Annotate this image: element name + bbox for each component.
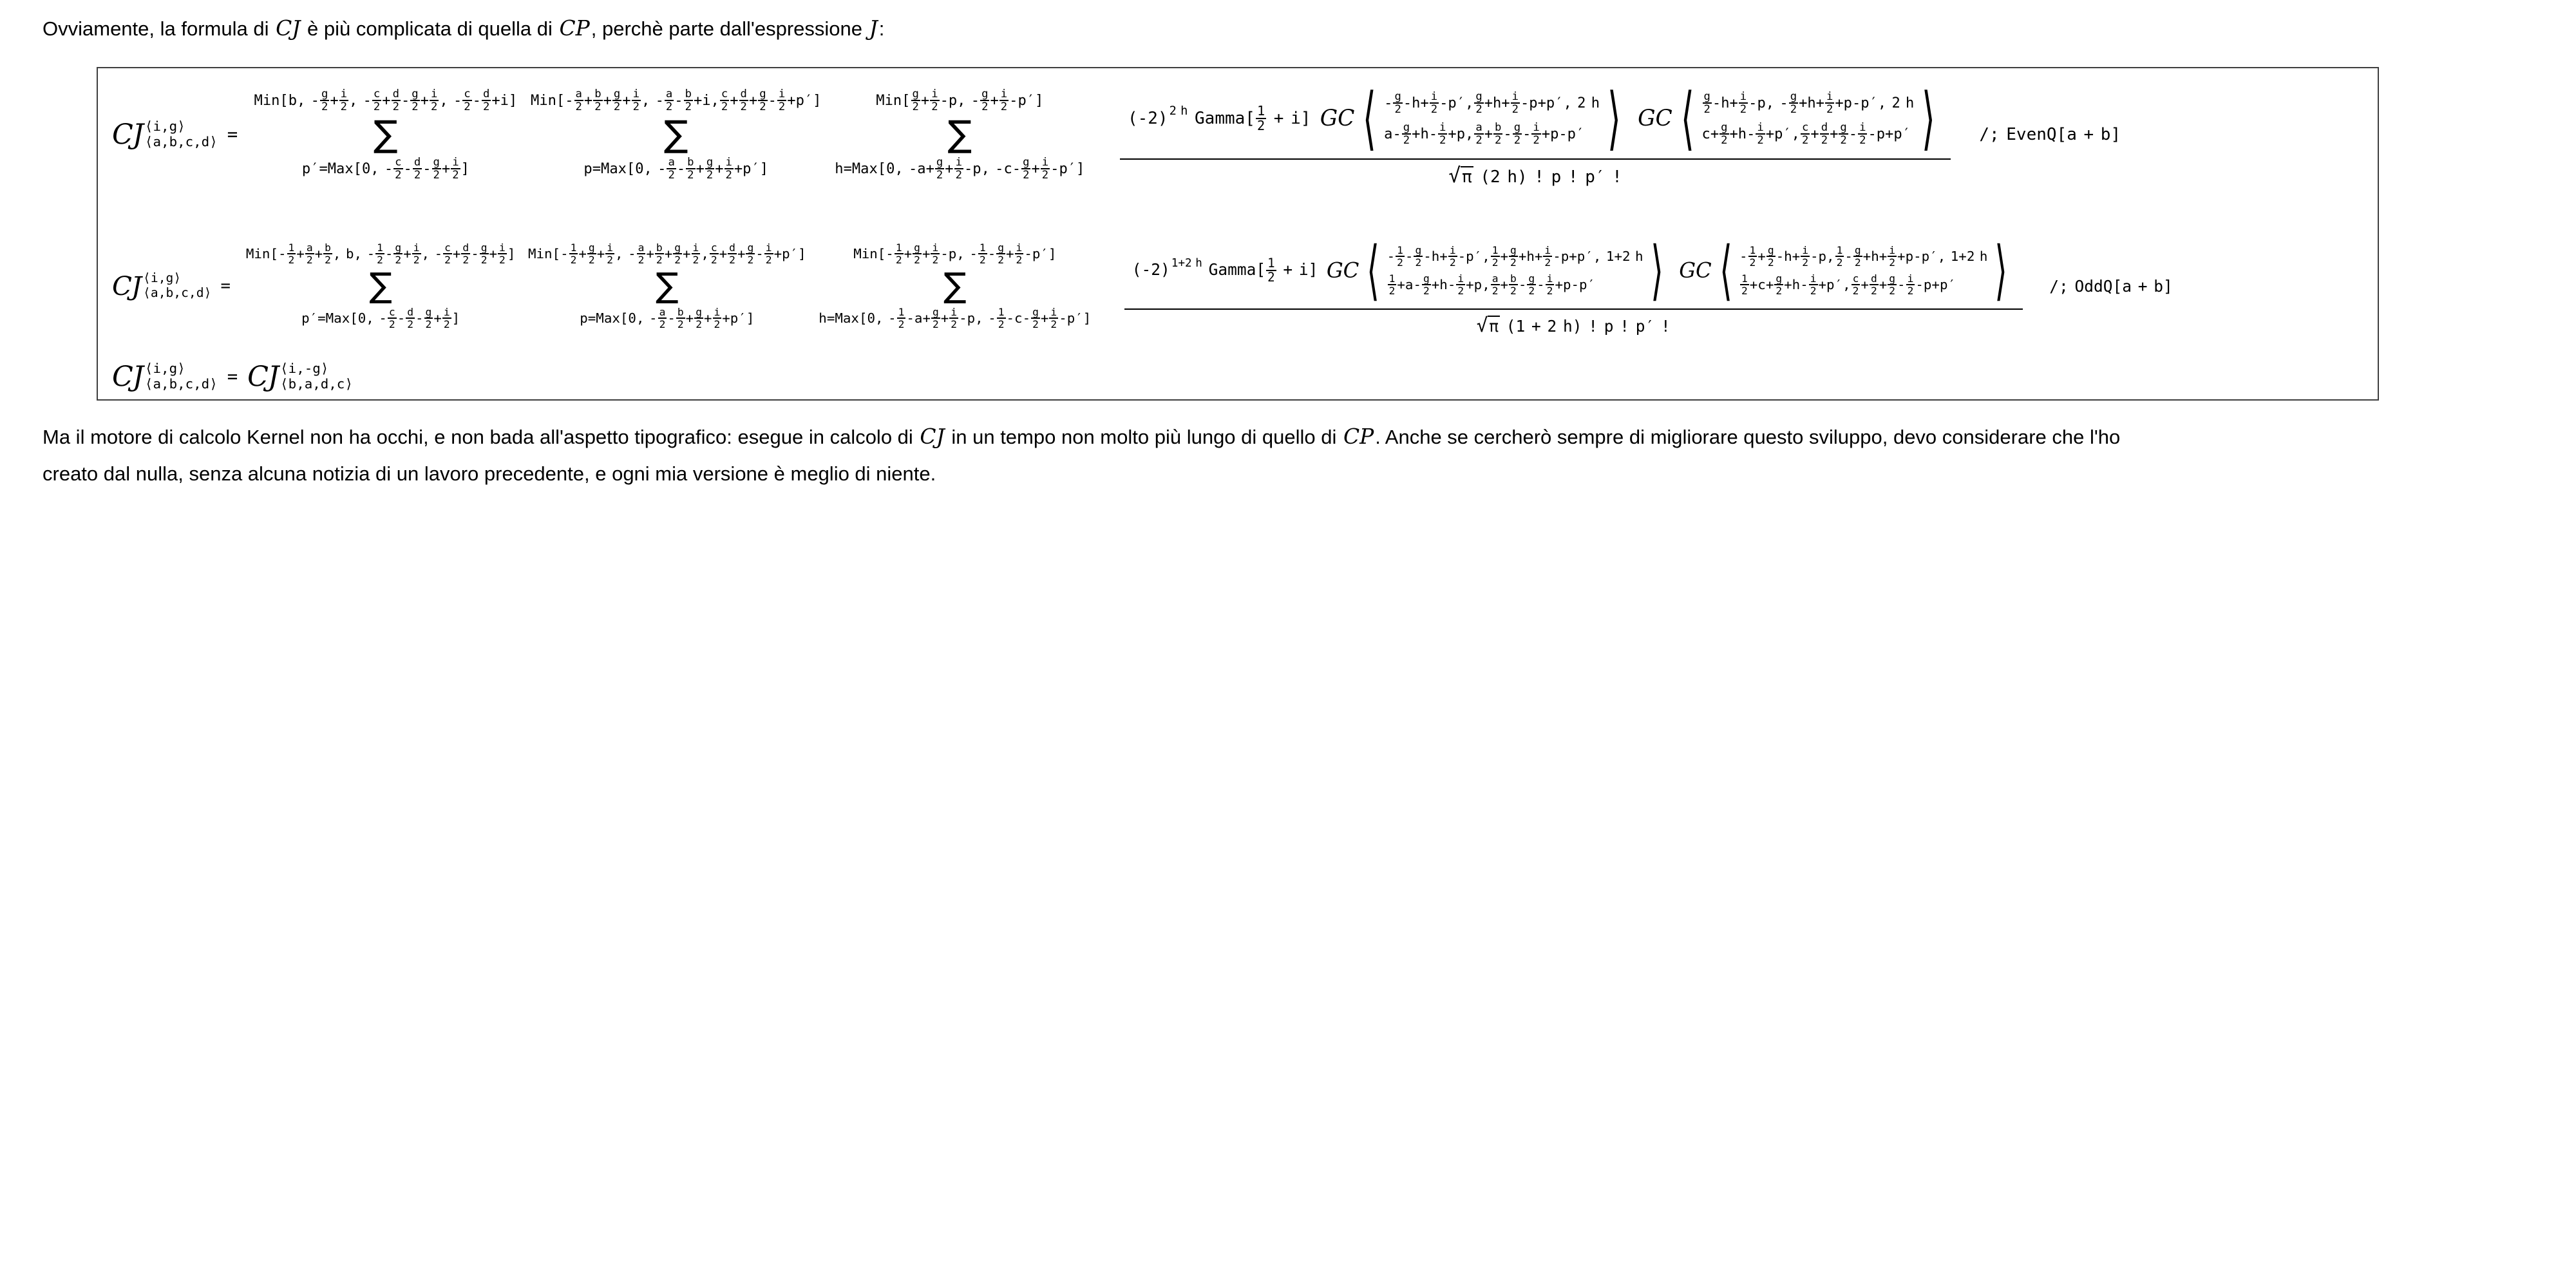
fraction: i 2 [1457,272,1464,298]
fraction: i 2 [692,241,699,267]
fraction: i 2 [1533,120,1540,147]
fraction: d 2 [729,241,735,267]
fraction: c 2 [373,87,381,114]
fraction: g 2 [1889,272,1896,298]
gc-script-name: GC [1326,258,1359,283]
fraction: a 2 [306,241,313,267]
fraction: c 2 [444,241,451,267]
fraction: b 2 [677,305,684,330]
fraction-prefix: (-2) $^{1+2 h}$ Gamma[ $\frac{1}{2}$ + i] [1132,255,1318,285]
fraction: g 2 [1776,272,1783,298]
fraction: i 2 [1449,243,1456,269]
fraction: d 2 [413,155,421,182]
sum-lower-limit: h=Max[0, - 1 2 -a+ g 2 + i 2 -p, - 1 2 -c- g 2 + i 2 -p′] [819,305,1092,330]
formula-fraction [1120,78,1951,188]
script-letter: CJ [276,15,301,41]
fraction: c 2 [388,305,395,330]
gc-symbol [1679,232,2014,308]
sum-upper-limit: Min[ g 2 + i 2 -p, - g 2 + i 2 -p′] [876,87,1044,114]
sqrt-icon: √ [1476,314,1488,337]
fraction: i 2 [1889,243,1896,269]
gc-script-name: GC [1638,106,1672,131]
gc-symbol [1326,232,1671,308]
fraction: i 2 [430,87,438,114]
fraction-prefix: (-2) $^{2 h}$ Gamma[ $\frac{1}{2}$ + i] [1127,102,1311,133]
intro-paragraph: Ovviamente, la formula di CJ è più complicata di quella di CP, perchè parte dall'espressione J: [43,15,885,41]
fraction: a 2 [638,241,645,267]
cj-superscript: ⟨i,-g⟩ [280,361,329,377]
fraction: g 2 [747,241,754,267]
sum-lower-limit: p=Max[0, - a 2 - b 2 + g 2 + i 2 +p′] [580,305,755,330]
summation [819,238,1091,334]
fraction: 1 2 [895,241,902,267]
sum-lower-limit: p′=Max[0, - c 2 - d 2 - g 2 + i 2 ] [301,155,469,182]
gc-script-name: GC [1320,106,1355,131]
fraction: g 2 [1415,243,1422,269]
fraction: g 2 [936,155,943,182]
fraction: 1 2 [377,241,383,267]
fraction: d 2 [392,87,399,114]
formula-row-oddq [112,223,2173,349]
fraction: i 2 [1041,155,1049,182]
fraction: 1 2 [1492,243,1499,269]
sum-sigma-icon: ∑ [374,113,398,156]
fraction: i 2 [1430,90,1438,117]
sum-sigma-icon: ∑ [369,265,392,305]
sum-upper-limit: Min[- a 2 + b 2 + g 2 + i 2 , - a 2 - b 2 +i, c 2 + d 2 + g 2 - i 2 +p′] [531,87,822,114]
fraction: d 2 [1870,272,1877,298]
gc-symbol [1320,78,1629,158]
fraction: a 2 [668,155,675,182]
cj-subscript: ⟨a,b,c,d⟩ [145,376,218,392]
fraction: i 2 [725,155,732,182]
cj-script-name: CJ [112,360,144,393]
sum-lower-limit: p=Max[0, - a 2 - b 2 + g 2 + i 2 +p′] [583,155,769,182]
summation [528,238,806,334]
cj-subscript: ⟨b,a,d,c⟩ [280,376,353,392]
fraction: g 2 [1790,90,1797,117]
fraction: g 2 [1394,90,1401,117]
fraction: g 2 [425,305,432,330]
fraction: i 2 [413,241,420,267]
fraction: d 2 [740,87,747,114]
fraction: i 2 [1810,272,1817,298]
formula-row-evenq [112,75,2121,194]
gc-bottom-row: c+ g 2 +h- i 2 +p′, c 2 + d 2 + g 2 - i 2 -p+p′ [1701,120,1911,147]
fraction: b 2 [1510,272,1517,298]
fraction: g 2 [706,155,714,182]
fraction: 1 2 [998,305,1005,330]
cj-script-name: CJ [112,270,142,301]
cj-superscript: ⟨i,g⟩ [145,118,185,135]
fraction: 1 2 [1388,272,1396,298]
summation [835,84,1084,185]
fraction: d 2 [462,241,469,267]
fraction: b 2 [687,155,694,182]
fraction: i 2 [1826,90,1833,117]
fraction: g 2 [588,241,595,267]
outro-paragraph-line2: creato dal nulla, senza alcuna notizia di un lavoro precedente, e ogni mia versione è meglio di niente. [43,462,936,485]
fraction: 1 2 [1397,243,1403,269]
script-letter: J [869,15,878,41]
fraction: c 2 [464,87,471,114]
script-letter: CP [559,15,590,41]
fraction: b 2 [685,87,692,114]
fraction: g 2 [395,241,402,267]
fraction: i 2 [1016,241,1023,267]
fraction: i 2 [931,87,938,114]
cj-symbol [112,361,218,392]
fraction: i 2 [1439,120,1446,147]
gc-top-row: - g 2 -h+ i 2 -p′, g 2 +h+ i 2 -p+p′, 2 h [1384,90,1600,117]
fraction: g 2 [1510,243,1517,269]
angle-bracket-right-icon: ⟩ [1994,232,2008,308]
cj-symbol [112,119,218,150]
equals-sign: = [220,276,231,296]
formula-box [97,67,2379,401]
fraction-denominator: √π (2 h) ! p ! p′ ! [1448,164,1622,188]
fraction: i 2 [1859,120,1866,147]
gc-top-row: g 2 -h+ i 2 -p, - g 2 +h+ i 2 +p-p′, 2 h [1703,90,1915,117]
fraction: 1 2 [979,241,986,267]
fraction: i 2 [1000,87,1008,114]
fraction: a 2 [665,87,673,114]
cj-subscript: ⟨a,b,c,d⟩ [145,134,218,149]
fraction: g 2 [998,241,1004,267]
fraction: i 2 [932,241,939,267]
fraction: c 2 [1802,120,1809,147]
fraction: g 2 [1423,272,1430,298]
fraction-numerator [1124,232,2023,310]
formula-fraction [1124,232,2023,337]
fraction: i 2 [1050,305,1057,330]
fraction: g 2 [1513,120,1521,147]
fraction: g 2 [412,87,419,114]
fraction: g 2 [1528,272,1535,298]
angle-bracket-right-icon: ⟩ [1922,78,1936,158]
summation [254,84,518,185]
superscript: 1+2 h [1171,257,1202,270]
fraction: g 2 [981,87,989,114]
gc-symbol [1638,78,1943,158]
sum-upper-limit: Min[b, - g 2 + i 2 , - c 2 + d 2 - g 2 + i 2 , - c 2 - d 2 +i] [254,87,518,114]
fraction: 1 2 [570,241,577,267]
fraction: g 2 [1767,243,1774,269]
fraction: c 2 [710,241,717,267]
pi-symbol: π [1489,317,1499,336]
cj-symbol [112,271,211,300]
fraction: i 2 [955,155,962,182]
fraction-numerator [1120,78,1951,160]
cj-symbol [247,361,353,392]
fraction: 1 2 [288,241,295,267]
fraction: i 2 [1546,272,1553,298]
angle-bracket-left-icon: ⟨ [1363,78,1377,158]
fraction: 1 2 [1749,243,1756,269]
fraction: i 2 [1544,243,1551,269]
fraction: c 2 [721,87,728,114]
fraction: g 2 [1023,155,1030,182]
fraction: g 2 [1840,120,1847,147]
angle-bracket-left-icon: ⟨ [1680,78,1694,158]
fraction: i 2 [714,305,721,330]
fraction: 1 2 [1741,272,1748,298]
summation [246,238,516,334]
fraction: i 2 [452,155,459,182]
fraction: i 2 [632,87,639,114]
gc-script-name: GC [1679,258,1712,283]
fraction: i 2 [1739,90,1747,117]
fraction: g 2 [696,305,702,330]
fraction: a 2 [575,87,582,114]
fraction: a 2 [1475,120,1482,147]
fraction: g 2 [480,241,488,267]
fraction: g 2 [1703,90,1710,117]
fraction: g 2 [1032,305,1039,330]
fraction: b 2 [1495,120,1502,147]
angle-bracket-right-icon: ⟩ [1650,232,1663,308]
sum-upper-limit: Min[- 1 2 + g 2 + i 2 , - a 2 + b 2 + g 2 + i 2 , c 2 + d 2 + g 2 - i 2 +p′] [527,241,806,267]
script-letter: CP [1343,424,1374,449]
fraction: a 2 [659,305,666,330]
fraction: g 2 [1403,120,1410,147]
sum-sigma-icon: ∑ [656,265,679,305]
gc-top-row: - 1 2 + g 2 -h+ i 2 -p, 1 2 - g 2 +h+ i 2 +p-p′, 1+2 h [1739,243,1988,269]
sqrt-icon: √ [1448,164,1461,188]
fraction: g 2 [1721,120,1728,147]
gc-top-row: - 1 2 - g 2 -h+ i 2 -p′, 1 2 + g 2 +h+ i 2 -p+p′, 1+2 h [1387,243,1643,269]
cj-script-name: CJ [247,360,279,393]
fraction: 1 2 [898,305,905,330]
fraction: g 2 [759,87,766,114]
fraction: g 2 [674,241,681,267]
fraction: b 2 [325,241,331,267]
fraction: c 2 [395,155,402,182]
fraction: c 2 [1852,272,1859,298]
gc-bottom-row: a- g 2 +h- i 2 +p, a 2 + b 2 - g 2 - i 2 +p-p′ [1384,120,1585,147]
cj-superscript: ⟨i,g⟩ [145,361,185,377]
fraction: i 2 [951,305,958,330]
summation [531,84,821,185]
sum-upper-limit: Min[- 1 2 + g 2 + i 2 -p, - 1 2 - g 2 + i 2 -p′] [853,241,1057,267]
sum-sigma-icon: ∑ [663,113,688,156]
fraction: b 2 [656,241,663,267]
fraction: i 2 [443,305,450,330]
fraction: d 2 [1821,120,1828,147]
condition-label: /; OddQ[a + b] [2049,276,2173,296]
pi-symbol: π [1462,167,1472,187]
equals-sign: = [227,124,238,145]
script-letter: CJ [920,424,945,449]
fraction: d 2 [482,87,490,114]
equals-sign: = [227,366,238,387]
fraction: g 2 [613,87,621,114]
sum-upper-limit: Min[- 1 2 + a 2 + b 2 , b, - 1 2 - g 2 + i 2 , - c 2 + d 2 - g 2 + i 2 ] [245,241,516,267]
cj-subscript: ⟨a,b,c,d⟩ [143,285,212,300]
fraction: g 2 [321,87,328,114]
fraction: i 2 [1802,243,1808,269]
fraction: i 2 [1907,272,1914,298]
condition-label: /; EvenQ[a + b] [1979,125,2121,144]
gc-bottom-row: 1 2 +a- g 2 +h- i 2 +p, a 2 + b 2 - g 2 - i 2 +p-p′ [1388,272,1596,298]
gc-bottom-row: 1 2 +c+ g 2 +h- i 2 +p′, c 2 + d 2 + g 2 - i 2 -p+p′ [1741,272,1956,298]
cj-script-name: CJ [112,118,144,151]
cj-superscript: ⟨i,g⟩ [143,270,182,286]
fraction: i 2 [778,87,786,114]
sum-lower-limit: p′=Max[0, - c 2 - d 2 - g 2 + i 2 ] [301,305,460,330]
fraction: i 2 [340,87,348,114]
fraction: i 2 [499,241,506,267]
fraction: i 2 [1511,90,1519,117]
fraction: d 2 [407,305,413,330]
fraction: 1 2 [1836,243,1843,269]
sum-sigma-icon: ∑ [947,113,972,156]
sum-sigma-icon: ∑ [943,265,967,305]
angle-bracket-left-icon: ⟨ [1719,232,1732,308]
formula-row-symmetry [112,358,353,395]
angle-bracket-right-icon: ⟩ [1607,78,1621,158]
fraction-denominator: √π (1 + 2 h) ! p ! p′ ! [1476,314,1671,337]
fraction: g 2 [914,241,920,267]
fraction: g 2 [1854,243,1861,269]
fraction: i 2 [765,241,772,267]
fraction: i 2 [607,241,614,267]
fraction: b 2 [594,87,601,114]
fraction: a 2 [1492,272,1499,298]
sum-lower-limit: h=Max[0, -a+ g 2 + i 2 -p, -c- g 2 + i 2 -p′] [835,155,1085,182]
fraction: g 2 [433,155,440,182]
superscript: 2 h [1169,104,1188,118]
fraction: $\frac{1}{2}$ [1256,102,1265,133]
outro-paragraph-line1: Ma il motore di calcolo Kernel non ha occhi, e non bada all'aspetto tipografico: esegue in calcolo di CJ in un tempo non molto più lungo di quello di CP. Anche se cercherò sempre di migliorare questo sviluppo, devo considerare che l'ho [43,424,2121,449]
fraction: g 2 [1475,90,1482,117]
fraction: g 2 [932,305,939,330]
fraction: i 2 [1757,120,1764,147]
fraction: $\frac{1}{2}$ [1267,255,1275,285]
angle-bracket-left-icon: ⟨ [1367,232,1380,308]
fraction: g 2 [912,87,919,114]
